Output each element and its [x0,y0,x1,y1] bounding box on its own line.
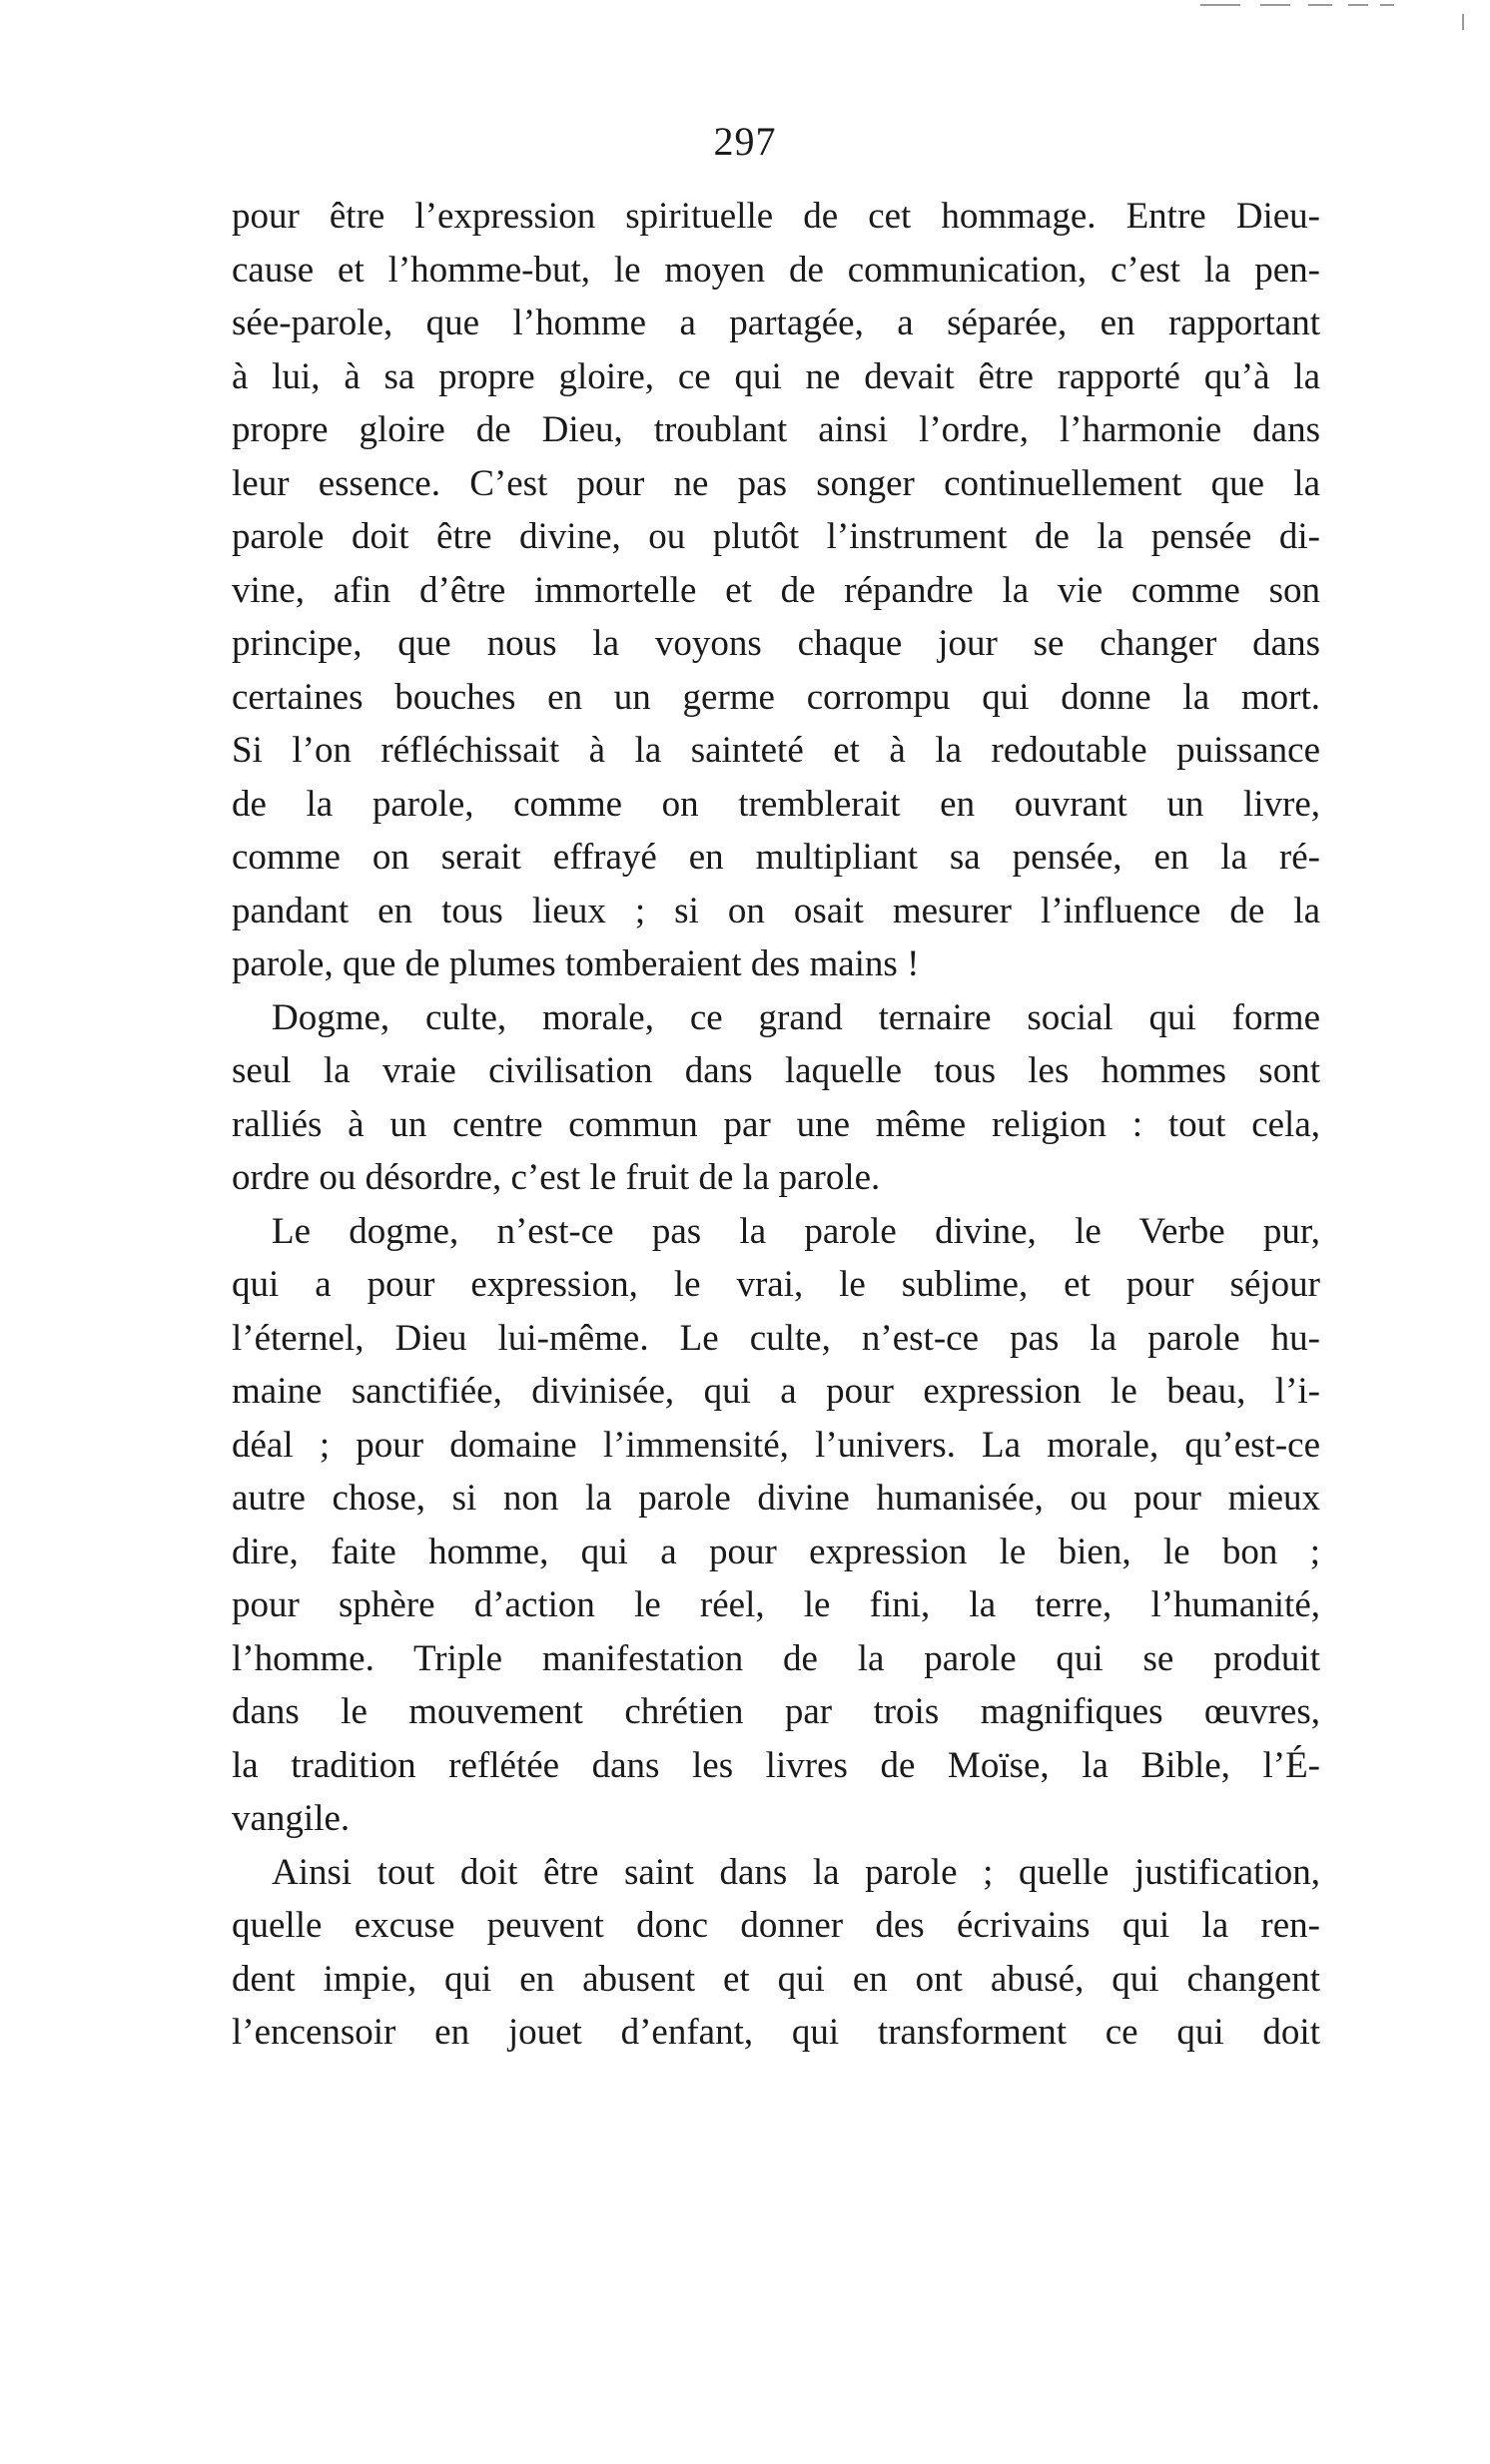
text-line: à lui, à sa propre gloire, ce qui ne devait être rapporté qu’à la [232,355,1320,397]
text-line: quelle excuse peuvent donc donner des écrivains qui la ren- [232,1905,1320,1946]
text-line: l’homme. Triple manifestation de la parole qui se produit [232,1637,1320,1679]
text-line: dent impie, qui en abusent et qui en ont abusé, qui changent [232,1958,1320,2000]
scan-mark [1380,4,1394,6]
text-line: Le dogme, n’est-ce pas la parole divine, le Verbe pur, [272,1210,1320,1252]
text-line: certaines bouches en un germe corrompu qui donne la mort. [232,676,1320,718]
text-line: pour sphère d’action le réel, le fini, la terre, l’humanité, [232,1584,1320,1625]
text-line: comme on serait effrayé en multipliant sa pensée, en la ré- [232,837,1320,878]
text-line: vangile. [232,1798,351,1839]
text-line: propre gloire de Dieu, troublant ainsi l’ordre, l’harmonie dans [232,409,1320,450]
text-line: l’encensoir en jouet d’enfant, qui transforment ce qui doit [232,2012,1320,2053]
scan-mark [1308,4,1332,6]
text-line: vine, afin d’être immortelle et de répandre la vie comme son [232,569,1320,611]
text-line: qui a pour expression, le vrai, le sublime, et pour séjour [232,1264,1320,1305]
text-line: autre chose, si non la parole divine humanisée, ou pour mieux [232,1478,1320,1519]
scan-mark [1200,4,1240,6]
text-line: leur essence. C’est pour ne pas songer continuellement que la [232,462,1320,504]
text-line: l’éternel, Dieu lui-même. Le culte, n’est-ce pas la parole hu- [232,1317,1320,1359]
text-line: parole doit être divine, ou plutôt l’instrument de la pensée di- [232,516,1320,557]
text-line: la tradition reflétée dans les livres de Moïse, la Bible, l’É- [232,1744,1320,1786]
text-line: Ainsi tout doit être saint dans la parole ; quelle justification, [272,1851,1320,1893]
text-line: Si l’on réfléchissait à la sainteté et à la redoutable puissance [232,730,1320,771]
page-number: 297 [713,119,777,164]
text-line: cause et l’homme-but, le moyen de communication, c’est la pen- [232,249,1320,291]
text-line: parole, que de plumes tomberaient des mains ! [232,943,920,984]
scan-edge-marks [1190,0,1490,30]
scan-edge-tick [1462,14,1464,30]
text-line: pour être l’expression spirituelle de cet hommage. Entre Dieu- [232,196,1320,237]
body-text [232,190,1320,2060]
text-line: Dogme, culte, morale, ce grand ternaire social qui forme [272,996,1320,1038]
text-line: pandant en tous lieux ; si on osait mesurer l’influence de la [232,890,1320,931]
text-line: de la parole, comme on tremblerait en ouvrant un livre, [232,783,1320,825]
text-line: déal ; pour domaine l’immensité, l’univers. La morale, qu’est-ce [232,1424,1320,1466]
text-line: ordre ou désordre, c’est le fruit de la parole. [232,1157,881,1198]
text-line: principe, que nous la voyons chaque jour se changer dans [232,623,1320,664]
text-line: ralliés à un centre commun par une même religion : tout cela, [232,1103,1320,1145]
scan-mark [1260,4,1290,6]
text-line: dire, faite homme, qui a pour expression le bien, le bon ; [232,1531,1320,1572]
text-line: maine sanctifiée, divinisée, qui a pour expression le beau, l’i- [232,1371,1320,1412]
text-line: dans le mouvement chrétien par trois magnifiques œuvres, [232,1691,1320,1732]
scan-mark [1348,4,1368,6]
text-line: seul la vraie civilisation dans laquelle tous les hommes sont [232,1050,1320,1091]
text-line: sée-parole, que l’homme a partagée, a séparée, en rapportant [232,303,1320,343]
